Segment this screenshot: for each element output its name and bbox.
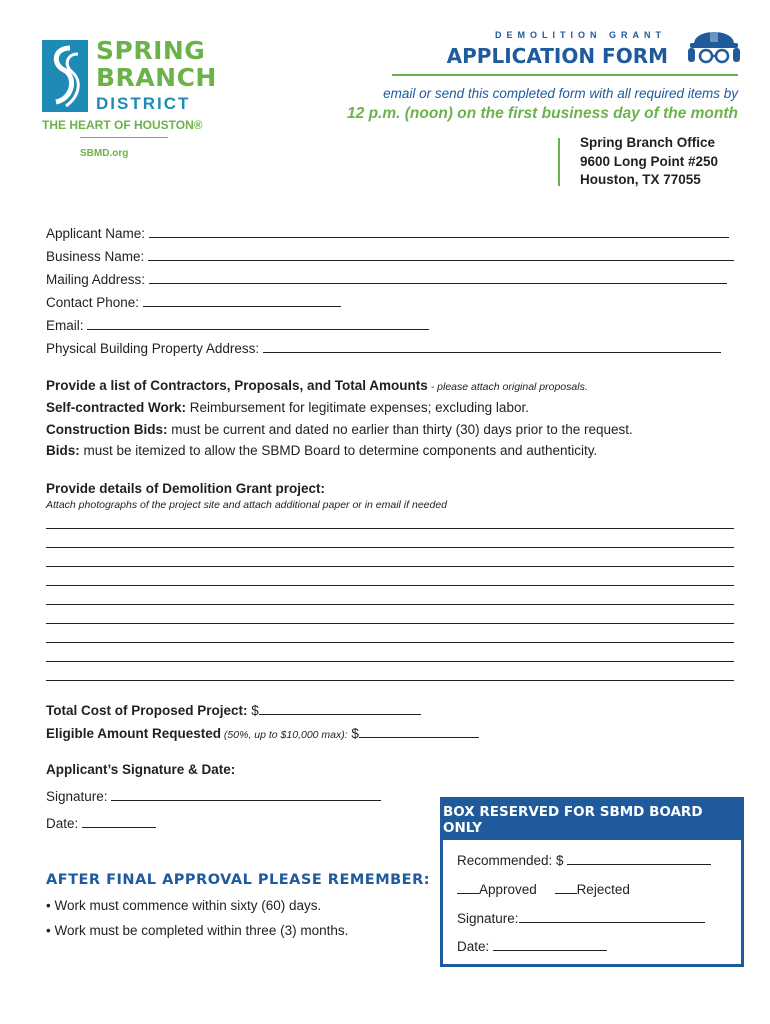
submission-deadline: 12 p.m. (noon) on the first business day of the month <box>347 105 738 122</box>
project-details-title: Provide details of Demolition Grant project: <box>46 481 326 496</box>
address-divider <box>558 138 560 186</box>
applicant-name-line[interactable] <box>149 225 729 238</box>
recommended-field[interactable] <box>457 852 711 868</box>
details-line[interactable] <box>46 547 734 548</box>
construction-bids-rule <box>46 422 633 437</box>
business-name-field[interactable] <box>46 248 736 264</box>
rejected-checkline[interactable] <box>555 881 577 894</box>
eligible-amount-currency: $ <box>347 726 359 741</box>
reminder-item: • Work must be completed within three (3) months. <box>46 923 349 938</box>
logo-district: DISTRICT <box>96 94 191 113</box>
property-address-field[interactable] <box>46 340 736 356</box>
office-city: Houston, TX 77055 <box>580 172 701 187</box>
total-cost-currency: $ <box>247 703 259 718</box>
property-address-line[interactable] <box>263 340 721 353</box>
applicant-signature-field[interactable] <box>46 788 426 804</box>
construction-bids-text: must be current and dated no earlier than thirty (30) days prior to the request. <box>167 422 633 437</box>
email-label: Email: <box>46 318 84 333</box>
contact-phone-field[interactable] <box>46 294 446 310</box>
business-name-line[interactable] <box>148 248 734 261</box>
board-date-line[interactable] <box>493 938 607 951</box>
submission-instructions: email or send this completed form with all required items by <box>383 86 738 101</box>
board-box-title: BOX RESERVED FOR SBMD BOARD ONLY <box>443 800 741 840</box>
details-line[interactable] <box>46 642 734 643</box>
eligible-amount-line[interactable] <box>359 725 479 738</box>
board-signature-line[interactable] <box>519 910 705 923</box>
logo-tagline: THE HEART OF HOUSTON® <box>42 118 203 132</box>
rejected-label: Rejected <box>576 882 630 897</box>
contractors-note: - please attach original proposals. <box>427 381 588 393</box>
reminder-item: • Work must commence within sixty (60) days. <box>46 898 322 913</box>
sbmd-logo-mark <box>42 40 88 112</box>
details-line[interactable] <box>46 680 734 681</box>
eligible-amount-field[interactable] <box>46 725 479 741</box>
logo-spring: SPRING <box>96 36 206 65</box>
logo-url: SBMD.org <box>80 148 129 159</box>
recommended-line[interactable] <box>567 852 711 865</box>
contact-phone-label: Contact Phone: <box>46 295 140 310</box>
office-street: 9600 Long Point #250 <box>580 153 719 169</box>
details-line[interactable] <box>46 566 734 567</box>
self-contracted-rule <box>46 400 529 415</box>
email-line[interactable] <box>87 317 429 330</box>
email-field[interactable] <box>46 317 446 333</box>
total-cost-line[interactable] <box>259 702 421 715</box>
applicant-name-field[interactable] <box>46 225 736 241</box>
office-name: Spring Branch Office <box>580 135 716 150</box>
details-line[interactable] <box>46 623 734 624</box>
mailing-address-field[interactable] <box>46 271 736 287</box>
eligible-amount-label: Eligible Amount Requested <box>46 726 222 741</box>
details-line[interactable] <box>46 528 734 529</box>
applicant-date-field[interactable] <box>46 815 246 831</box>
bids-rule <box>46 443 597 458</box>
applicant-name-label: Applicant Name: <box>46 226 146 241</box>
mailing-address-line[interactable] <box>149 271 727 284</box>
applicant-signature-label: Signature: <box>46 789 108 804</box>
total-cost-label: Total Cost of Proposed Project: <box>46 703 248 718</box>
applicant-date-line[interactable] <box>82 815 156 828</box>
contractors-title: Provide a list of Contractors, Proposals, and Total Amounts <box>46 378 428 393</box>
details-line[interactable] <box>46 661 734 662</box>
logo-branch: BRANCH <box>96 63 217 92</box>
approved-checkline[interactable] <box>457 881 479 894</box>
after-approval-title: AFTER FINAL APPROVAL PLEASE REMEMBER: <box>46 872 431 888</box>
eligible-amount-note: (50%, up to $10,000 max): <box>221 729 348 741</box>
bids-label: Bids: <box>46 443 80 458</box>
board-date-field[interactable] <box>457 938 607 954</box>
form-kicker: DEMOLITION GRANT <box>495 30 666 40</box>
approved-label: Approved <box>479 882 537 897</box>
details-line[interactable] <box>46 604 734 605</box>
details-line[interactable] <box>46 585 734 586</box>
contact-phone-line[interactable] <box>143 294 341 307</box>
total-cost-field[interactable] <box>46 702 421 718</box>
hard-hat-icon <box>688 20 740 68</box>
header-divider <box>392 74 738 76</box>
form-title: APPLICATION FORM <box>446 44 668 68</box>
board-date-label: Date: <box>457 939 490 954</box>
office-address <box>580 134 718 190</box>
applicant-signature-line[interactable] <box>111 788 381 801</box>
contractors-heading <box>46 377 588 395</box>
applicant-date-label: Date: <box>46 816 79 831</box>
signature-section-title: Applicant’s Signature & Date: <box>46 762 236 777</box>
business-name-label: Business Name: <box>46 249 145 264</box>
board-reserved-box <box>440 797 744 967</box>
logo-divider <box>80 137 168 138</box>
self-contracted-text: Reimbursement for legitimate expenses; excluding labor. <box>186 400 529 415</box>
self-contracted-label: Self-contracted Work: <box>46 400 187 415</box>
decision-row <box>457 881 630 897</box>
project-details-note: Attach photographs of the project site and attach additional paper or in email if needed <box>46 499 448 511</box>
recommended-label: Recommended: $ <box>457 853 564 868</box>
board-signature-label: Signature: <box>457 911 519 926</box>
board-signature-field[interactable] <box>457 910 705 926</box>
property-address-label: Physical Building Property Address: <box>46 341 260 356</box>
mailing-address-label: Mailing Address: <box>46 272 146 287</box>
bids-text: must be itemized to allow the SBMD Board to determine components and authenticity. <box>79 443 598 458</box>
construction-bids-label: Construction Bids: <box>46 422 168 437</box>
